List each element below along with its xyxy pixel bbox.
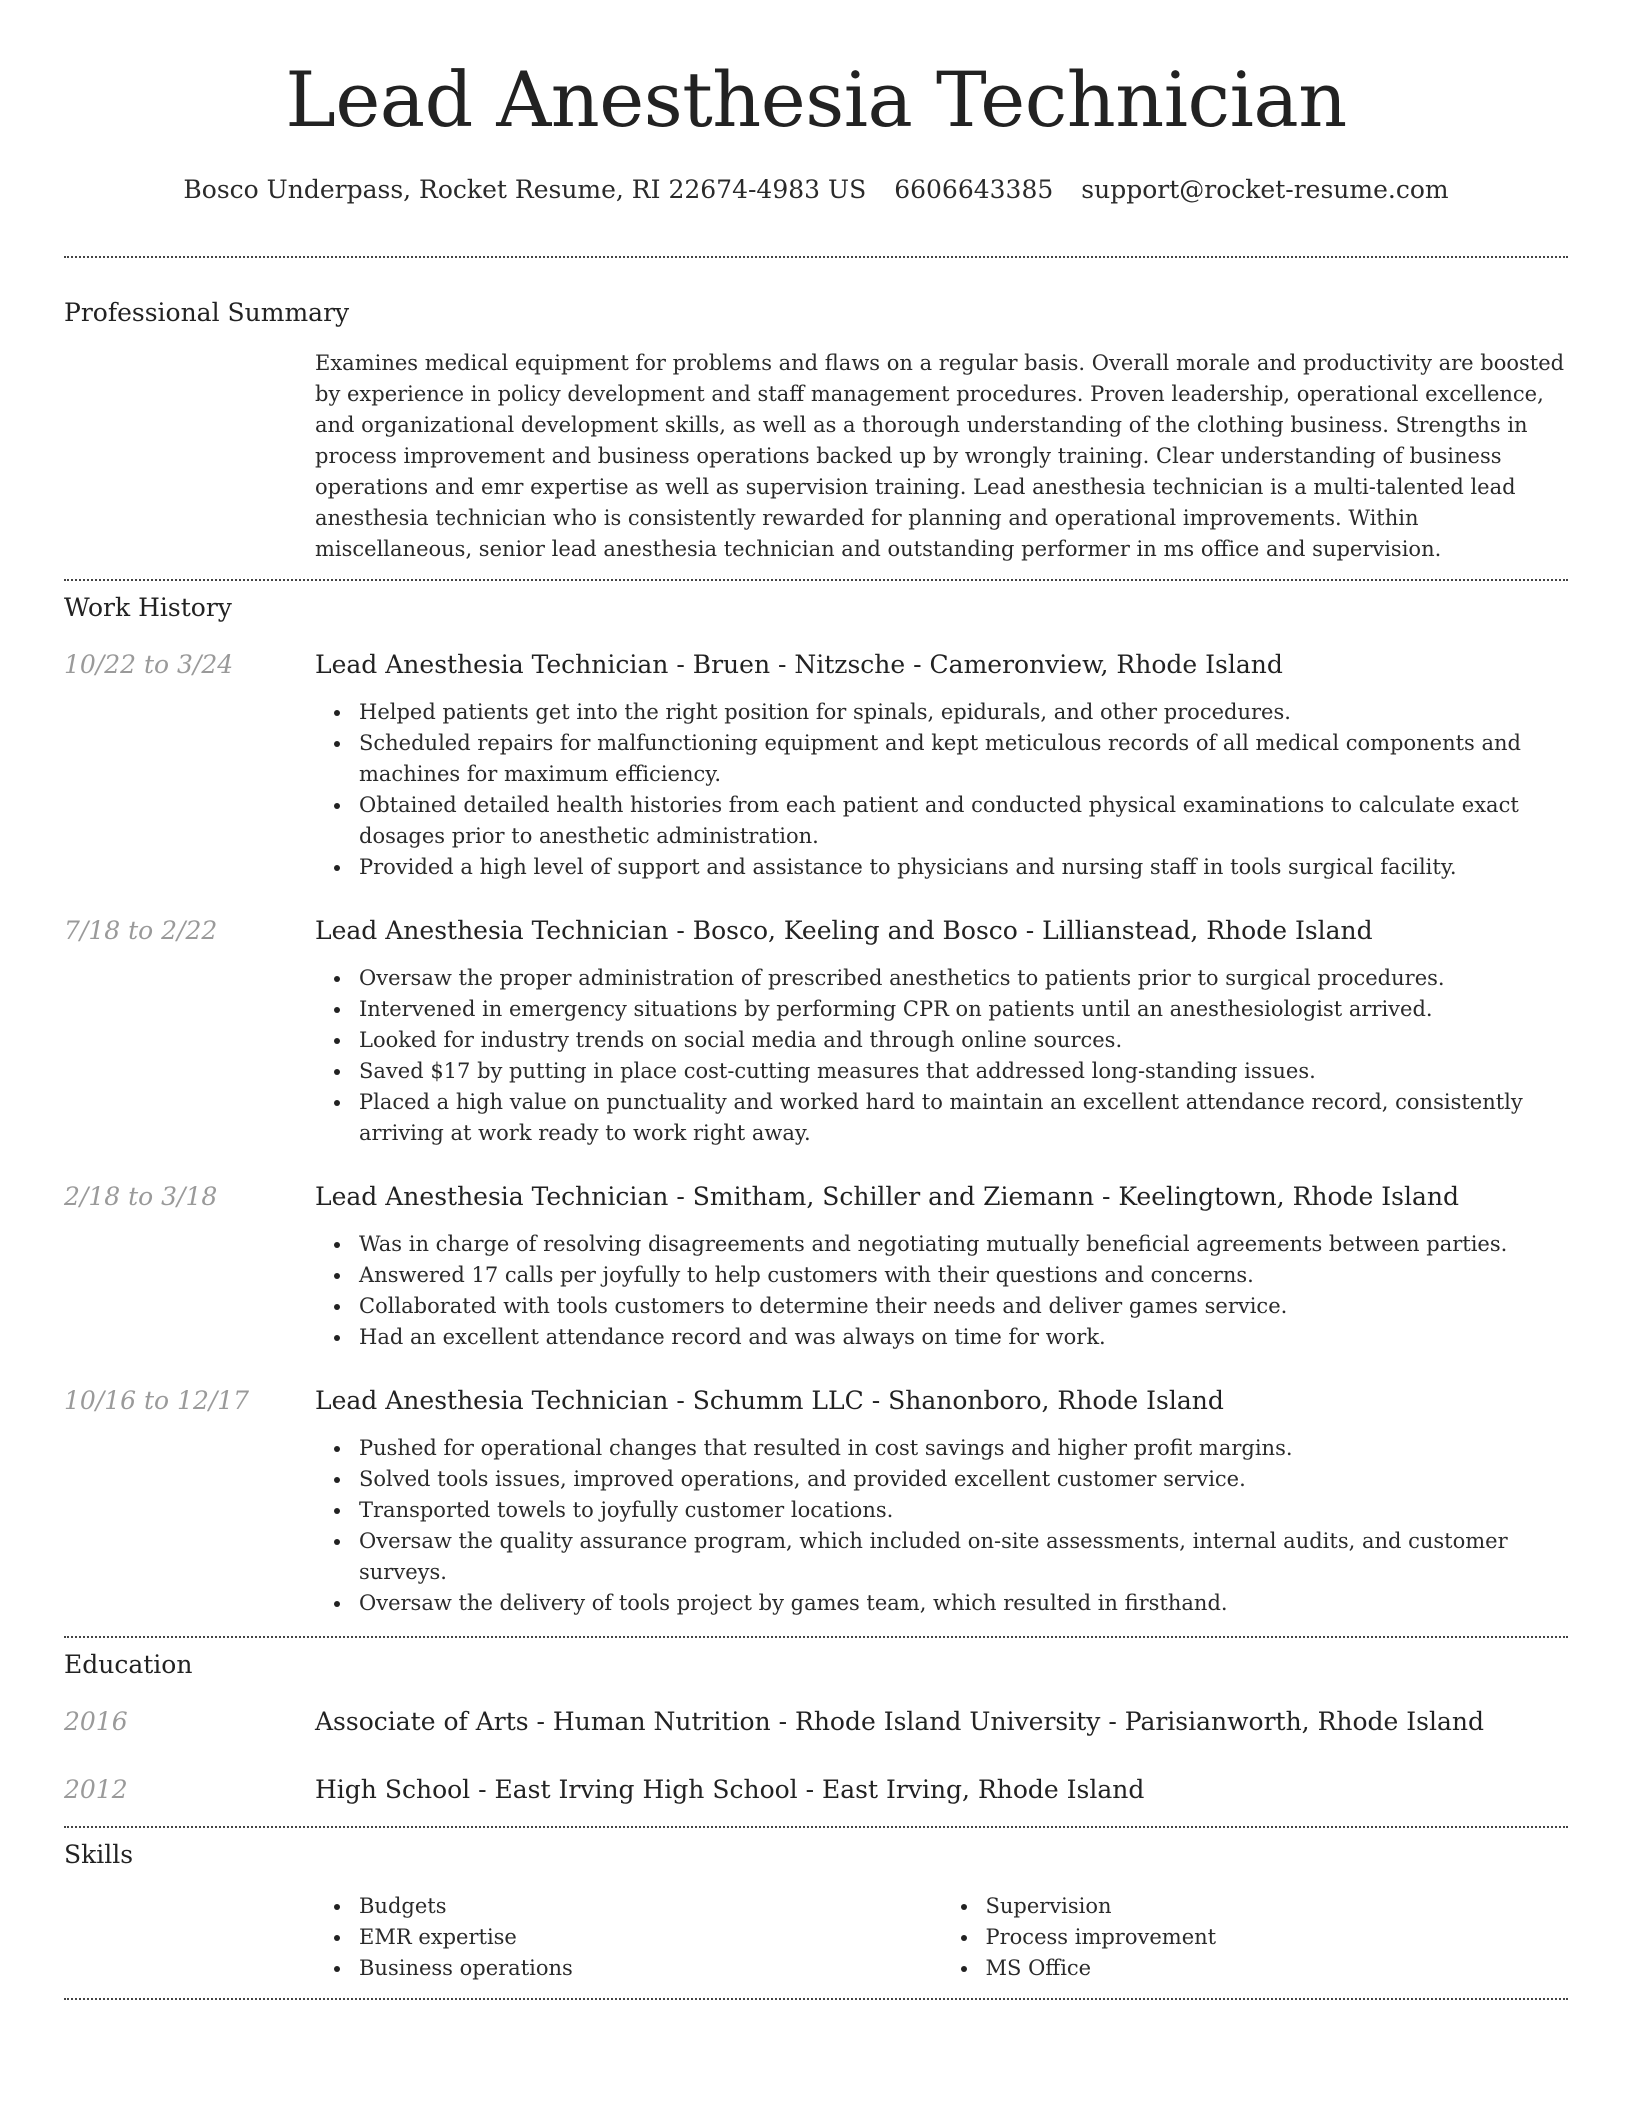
work-history-heading: Work History [64,593,232,622]
skill-item: Supervision [986,1891,1569,1922]
job-details: - Schumm LLC - Shanonboro, Rhode Island [668,1386,1224,1415]
job-bullet: Solved tools issues, improved operations, and provided excellent customer service. [359,1464,1568,1495]
job-bullets [64,1229,1568,1353]
skills-column-left [315,1891,942,1984]
job-bullet: Scheduled repairs for malfunctioning equipment and kept meticulous records of all medical components and machines for maximum efficiency. [359,728,1568,790]
resume-page [64,0,1568,2000]
education-details: - East Irving High School - East Irving, Rhode Island [470,1775,1145,1804]
job-entry [64,1180,1568,1353]
job-details: - Smitham, Schiller and Ziemann - Keelingtown, Rhode Island [668,1182,1460,1211]
education-title [315,1773,1568,1807]
job-bullet: Placed a high value on punctuality and worked hard to maintain an excellent attendance record, consistently arriving at work ready to work right away. [359,1087,1568,1149]
job-bullet: Intervened in emergency situations by performing CPR on patients until an anesthesiologist arrived. [359,994,1568,1025]
job-role: Lead Anesthesia Technician [315,916,669,945]
job-bullets [64,963,1568,1149]
contact-email: support@rocket-resume.com [1081,175,1449,204]
summary-text: Examines medical equipment for problems and flaws on a regular basis. Overall morale and productivity are boosted by experience in policy development and staff management procedures. Proven leadership, operational excellence, and organizational development skills, as well as a thorough understanding of the clothing business. Strengths in process improvement and business operations backed up by wrongly training. Clear understanding of business operations and emr expertise as well as supervision training. Lead anesthesia technician is a multi-talented lead anesthesia technician who is consistently rewarded for planning and operational improvements. Within miscellaneous, senior lead anesthesia technician and outstanding performer in ms office and supervision. [315,351,1565,561]
job-dates: 10/16 to 12/17 [64,1386,250,1415]
job-role: Lead Anesthesia Technician [315,650,669,679]
job-bullet: Collaborated with tools customers to determine their needs and deliver games service. [359,1291,1568,1322]
skill-item: Business operations [359,1953,942,1984]
education-entry [64,1705,1568,1739]
education-degree: Associate of Arts - Human Nutrition [315,1707,771,1736]
skill-item: Budgets [359,1891,942,1922]
education-details: - Rhode Island University - Parisianworth, Rhode Island [770,1707,1484,1736]
summary-heading: Professional Summary [64,298,350,327]
skills-heading: Skills [64,1840,134,1869]
job-bullet: Had an excellent attendance record and was always on time for work. [359,1322,1568,1353]
job-bullet: Oversaw the delivery of tools project by games team, which resulted in firsthand. [359,1588,1568,1619]
skill-item: MS Office [986,1953,1569,1984]
education-entry [64,1773,1568,1807]
divider [64,1998,1568,2000]
skill-item: Process improvement [986,1922,1569,1953]
job-dates: 7/18 to 2/22 [64,916,218,945]
job-bullet: Saved $17 by putting in place cost-cutting measures that addressed long-standing issues. [359,1056,1568,1087]
job-title [315,914,1568,948]
job-bullets [64,1433,1568,1619]
job-role: Lead Anesthesia Technician [315,1386,669,1415]
education-degree: High School [315,1775,471,1804]
job-details: - Bruen - Nitzsche - Cameronview, Rhode Island [668,650,1283,679]
job-details: - Bosco, Keeling and Bosco - Lillianstead, Rhode Island [668,916,1373,945]
job-bullet: Answered 17 calls per joyfully to help customers with their questions and concerns. [359,1260,1568,1291]
job-title [315,1384,1568,1418]
contact-address: Bosco Underpass, Rocket Resume, RI 22674-4983 US [183,175,867,204]
job-bullets [64,697,1568,883]
job-bullet: Transported towels to joyfully customer locations. [359,1495,1568,1526]
job-dates: 10/22 to 3/24 [64,650,234,679]
job-bullet: Obtained detailed health histories from each patient and conducted physical examinations to calculate exact dosages prior to anesthetic administration. [359,790,1568,852]
job-bullet: Oversaw the proper administration of prescribed anesthetics to patients prior to surgical procedures. [359,963,1568,994]
job-entry [64,648,1568,883]
contact-line [64,173,1568,207]
resume-name: Lead Anesthesia Technician [285,55,1347,144]
education-heading: Education [64,1650,193,1679]
divider [64,256,1568,258]
job-title [315,648,1568,682]
divider [64,1636,1568,1638]
divider [64,579,1568,581]
job-dates: 2/18 to 3/18 [64,1182,218,1211]
job-bullet: Oversaw the quality assurance program, which included on-site assessments, internal audits, and customer surveys. [359,1526,1568,1588]
job-bullet: Pushed for operational changes that resulted in cost savings and higher profit margins. [359,1433,1568,1464]
job-entry [64,1384,1568,1619]
job-bullet: Provided a high level of support and assistance to physicians and nursing staff in tools surgical facility. [359,852,1568,883]
education-title [315,1705,1568,1739]
skill-item: EMR expertise [359,1922,942,1953]
contact-phone: 6606643385 [894,175,1054,204]
job-bullet: Was in charge of resolving disagreements and negotiating mutually beneficial agreements between parties. [359,1229,1568,1260]
job-title [315,1180,1568,1214]
education-year: 2016 [64,1707,128,1736]
job-bullet: Looked for industry trends on social media and through online sources. [359,1025,1568,1056]
job-role: Lead Anesthesia Technician [315,1182,669,1211]
job-entry [64,914,1568,1149]
education-year: 2012 [64,1775,128,1804]
divider [64,1826,1568,1828]
job-bullet: Helped patients get into the right position for spinals, epidurals, and other procedures. [359,697,1568,728]
skills-list [315,1891,1568,1984]
skills-column-right [942,1891,1569,1984]
